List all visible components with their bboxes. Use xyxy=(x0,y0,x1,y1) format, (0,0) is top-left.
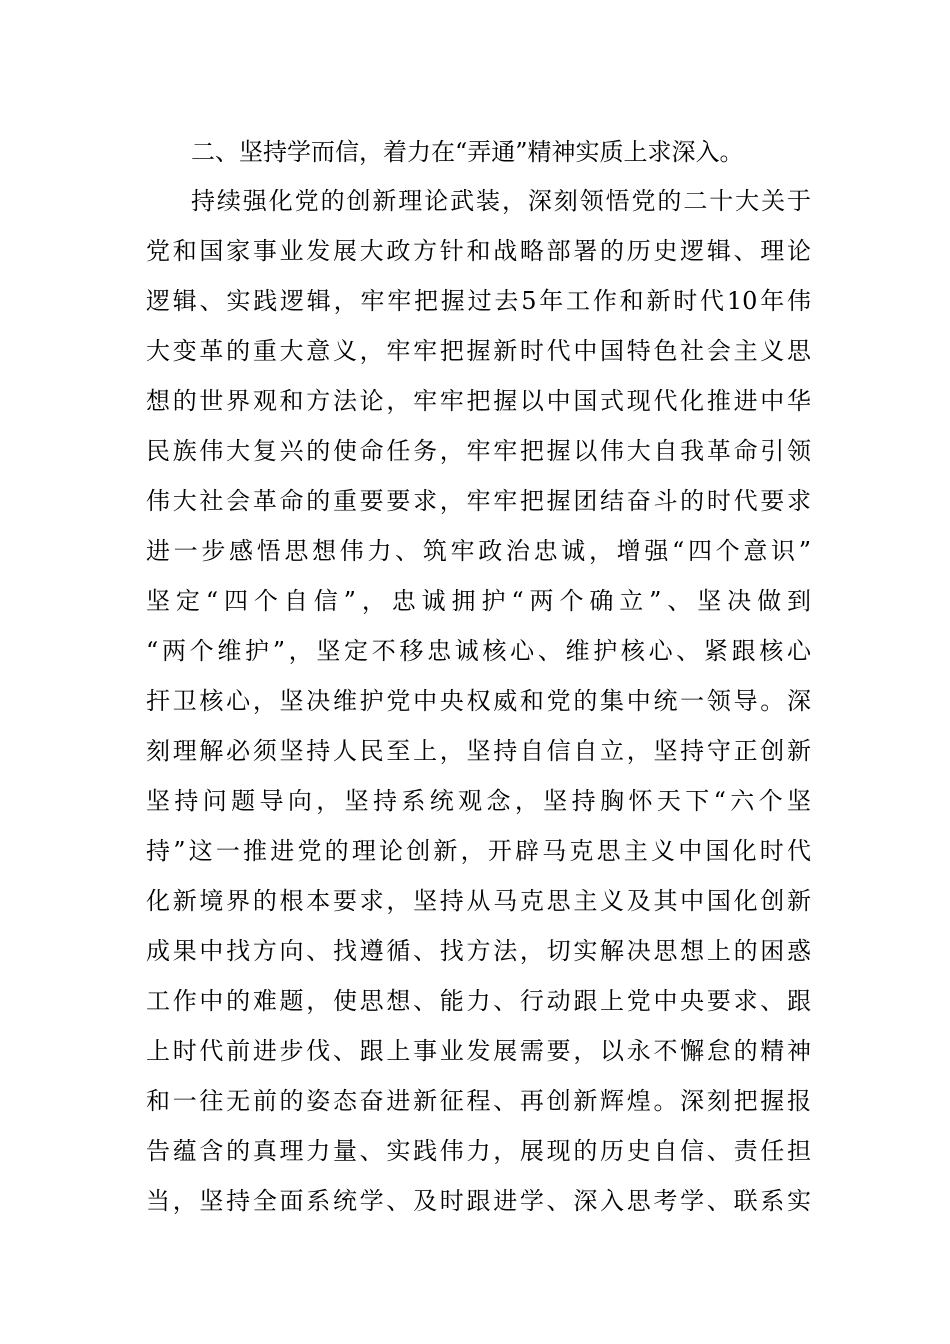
paragraph-line: 工作中的难题，使思想、能力、行动跟上党中央要求、跟 xyxy=(146,987,811,1015)
paragraph-line: 刻理解必须坚持人民至上，坚持自信自立，坚持守正创新 xyxy=(146,737,811,765)
paragraph-line: 大变革的重大意义，牢牢把握新时代中国特色社会主义思 xyxy=(146,337,811,365)
paragraph-line: 党和国家事业发展大政方针和战略部署的历史逻辑、理论 xyxy=(146,237,811,265)
paragraph-line: 化新境界的根本要求，坚持从马克思主义及其中国化创新 xyxy=(146,887,811,915)
paragraph-line: 伟大社会革命的重要要求，牢牢把握团结奋斗的时代要求 xyxy=(146,487,811,515)
paragraph-line: 坚定“四个自信”，忠诚拥护“两个确立”、坚决做到 xyxy=(146,587,811,615)
paragraph-line: 上时代前进步伐、跟上事业发展需要，以永不懈怠的精神 xyxy=(146,1037,811,1065)
paragraph-line: 想的世界观和方法论，牢牢把握以中国式现代化推进中华 xyxy=(146,387,811,415)
paragraph-line: 和一往无前的姿态奋进新征程、再创新辉煌。深刻把握报 xyxy=(146,1087,811,1115)
paragraph-line: 当，坚持全面系统学、及时跟进学、深入思考学、联系实 xyxy=(146,1187,811,1215)
paragraph-line: 民族伟大复兴的使命任务，牢牢把握以伟大自我革命引领 xyxy=(146,437,811,465)
paragraph-line: 持”这一推进党的理论创新，开辟马克思主义中国化时代 xyxy=(146,837,811,865)
paragraph-line: 坚持问题导向，坚持系统观念，坚持胸怀天下“六个坚 xyxy=(146,787,811,815)
section-heading: 二、坚持学而信，着力在“弄通”精神实质上求深入。 xyxy=(191,138,744,166)
paragraph-line: “两个维护”，坚定不移忠诚核心、维护核心、紧跟核心 xyxy=(146,637,811,665)
paragraph-line: 成果中找方向、找遵循、找方法，切实解决思想上的困惑 xyxy=(146,937,811,965)
paragraph-line: 持续强化党的创新理论武装，深刻领悟党的二十大关于 xyxy=(191,187,811,215)
paragraph-line: 扞卫核心，坚决维护党中央权威和党的集中统一领导。深 xyxy=(146,687,811,715)
paragraph-line: 逻辑、实践逻辑，牢牢把握过去5年工作和新时代10年伟 xyxy=(146,287,811,315)
paragraph-line: 进一步感悟思想伟力、筑牢政治忠诚，增强“四个意识” xyxy=(146,537,811,565)
paragraph-line: 告蕴含的真理力量、实践伟力，展现的历史自信、责任担 xyxy=(146,1137,811,1165)
